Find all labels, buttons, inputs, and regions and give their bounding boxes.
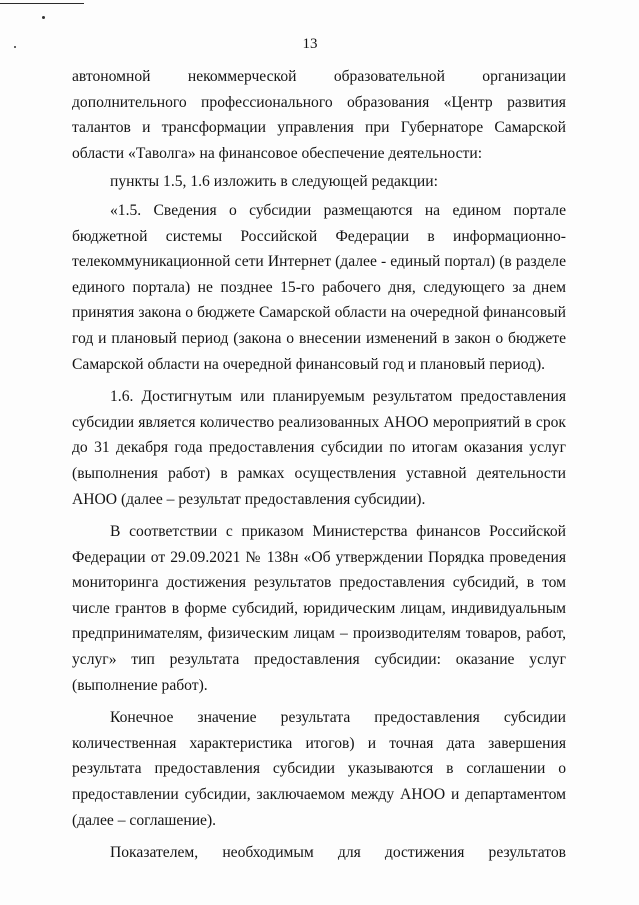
text-line: дополнительного профессионального образования «Центр развития — [72, 93, 566, 111]
text-line: (выполнение работ). — [72, 676, 208, 694]
paragraph-indicator — [72, 840, 566, 866]
text-line: количественная характеристика итогов) и точная дата завершения — [72, 734, 566, 752]
text-line: В соответствии с приказом Министерства финансов Российской — [110, 523, 566, 541]
text-line: Самарской области на очередной финансовый год и плановый период). — [72, 355, 546, 373]
text-line: принятия закона о бюджете Самарской области на очередной финансовый — [72, 304, 566, 322]
text-line: год и плановый период (закона о внесении изменений в закон о бюджете — [72, 329, 566, 347]
text-line: (выполнения работ) в рамках осуществления уставной деятельности — [72, 464, 566, 482]
text-line: числе грантов в форме субсидий, юридическим лицам, индивидуальным — [72, 599, 566, 617]
text-line: телекоммуникационной сети Интернет (далее - единый портал) (в разделе — [72, 253, 566, 271]
document-body — [72, 64, 566, 866]
text-line: до 31 декабря года предоставления субсидии по итогам оказания услуг — [72, 439, 566, 457]
paragraph-amendment-intro — [72, 169, 566, 195]
text-line: услуг» тип результата предоставления субсидии: оказание услуг — [72, 651, 566, 669]
text-line: мониторинга достижения результатов предоставления субсидий, в том — [72, 574, 566, 592]
paragraph-ministry-order — [72, 519, 566, 698]
text-line: пункты 1.5, 1.6 изложить в следующей редакции: — [110, 173, 438, 191]
text-line: Конечное значение результата предоставления субсидии — [110, 709, 566, 727]
text-line: автономной некоммерческой образовательной организации — [72, 68, 566, 85]
text-line: АНОО (далее – результат предоставления субсидии). — [72, 490, 426, 508]
text-line: «1.5. Сведения о субсидии размещаются на едином портале — [110, 201, 566, 219]
text-line: бюджетной системы Российской Федерации в информационно- — [72, 227, 566, 245]
text-line: единого портала) не позднее 15-го рабочего дня, следующего за днем — [72, 278, 566, 296]
text-line: талантов и трансформации управления при Губернаторе Самарской — [72, 119, 566, 137]
text-line: субсидии является количество реализованных АНОО мероприятий в срок — [72, 413, 566, 431]
text-line: области «Таволга» на финансовое обеспечение деятельности: — [72, 144, 483, 162]
page-number: 13 — [302, 36, 318, 52]
scan-speck — [42, 16, 45, 19]
text-line: предоставлении субсидии, заключаемом между АНОО и департаментом — [72, 786, 566, 804]
text-line: результата предоставления субсидии указываются в соглашении о — [72, 760, 566, 778]
text-line: предпринимателям, физическим лицам – производителям товаров, работ, — [72, 625, 566, 643]
paragraph-final-value — [72, 705, 566, 833]
paragraph-clause-1-6 — [72, 384, 566, 512]
paragraph-continuation — [72, 64, 566, 166]
text-line: Федерации от 29.09.2021 № 138н «Об утверждении Порядка проведения — [72, 548, 566, 566]
text-line: (далее – соглашение). — [72, 811, 217, 829]
scan-edge-line — [0, 3, 84, 4]
text-line: Показателем, необходимым для достижения результатов — [110, 844, 566, 862]
text-line: 1.6. Достигнутым или планируемым результатом предоставления — [110, 388, 566, 406]
paragraph-clause-1-5 — [72, 198, 566, 377]
